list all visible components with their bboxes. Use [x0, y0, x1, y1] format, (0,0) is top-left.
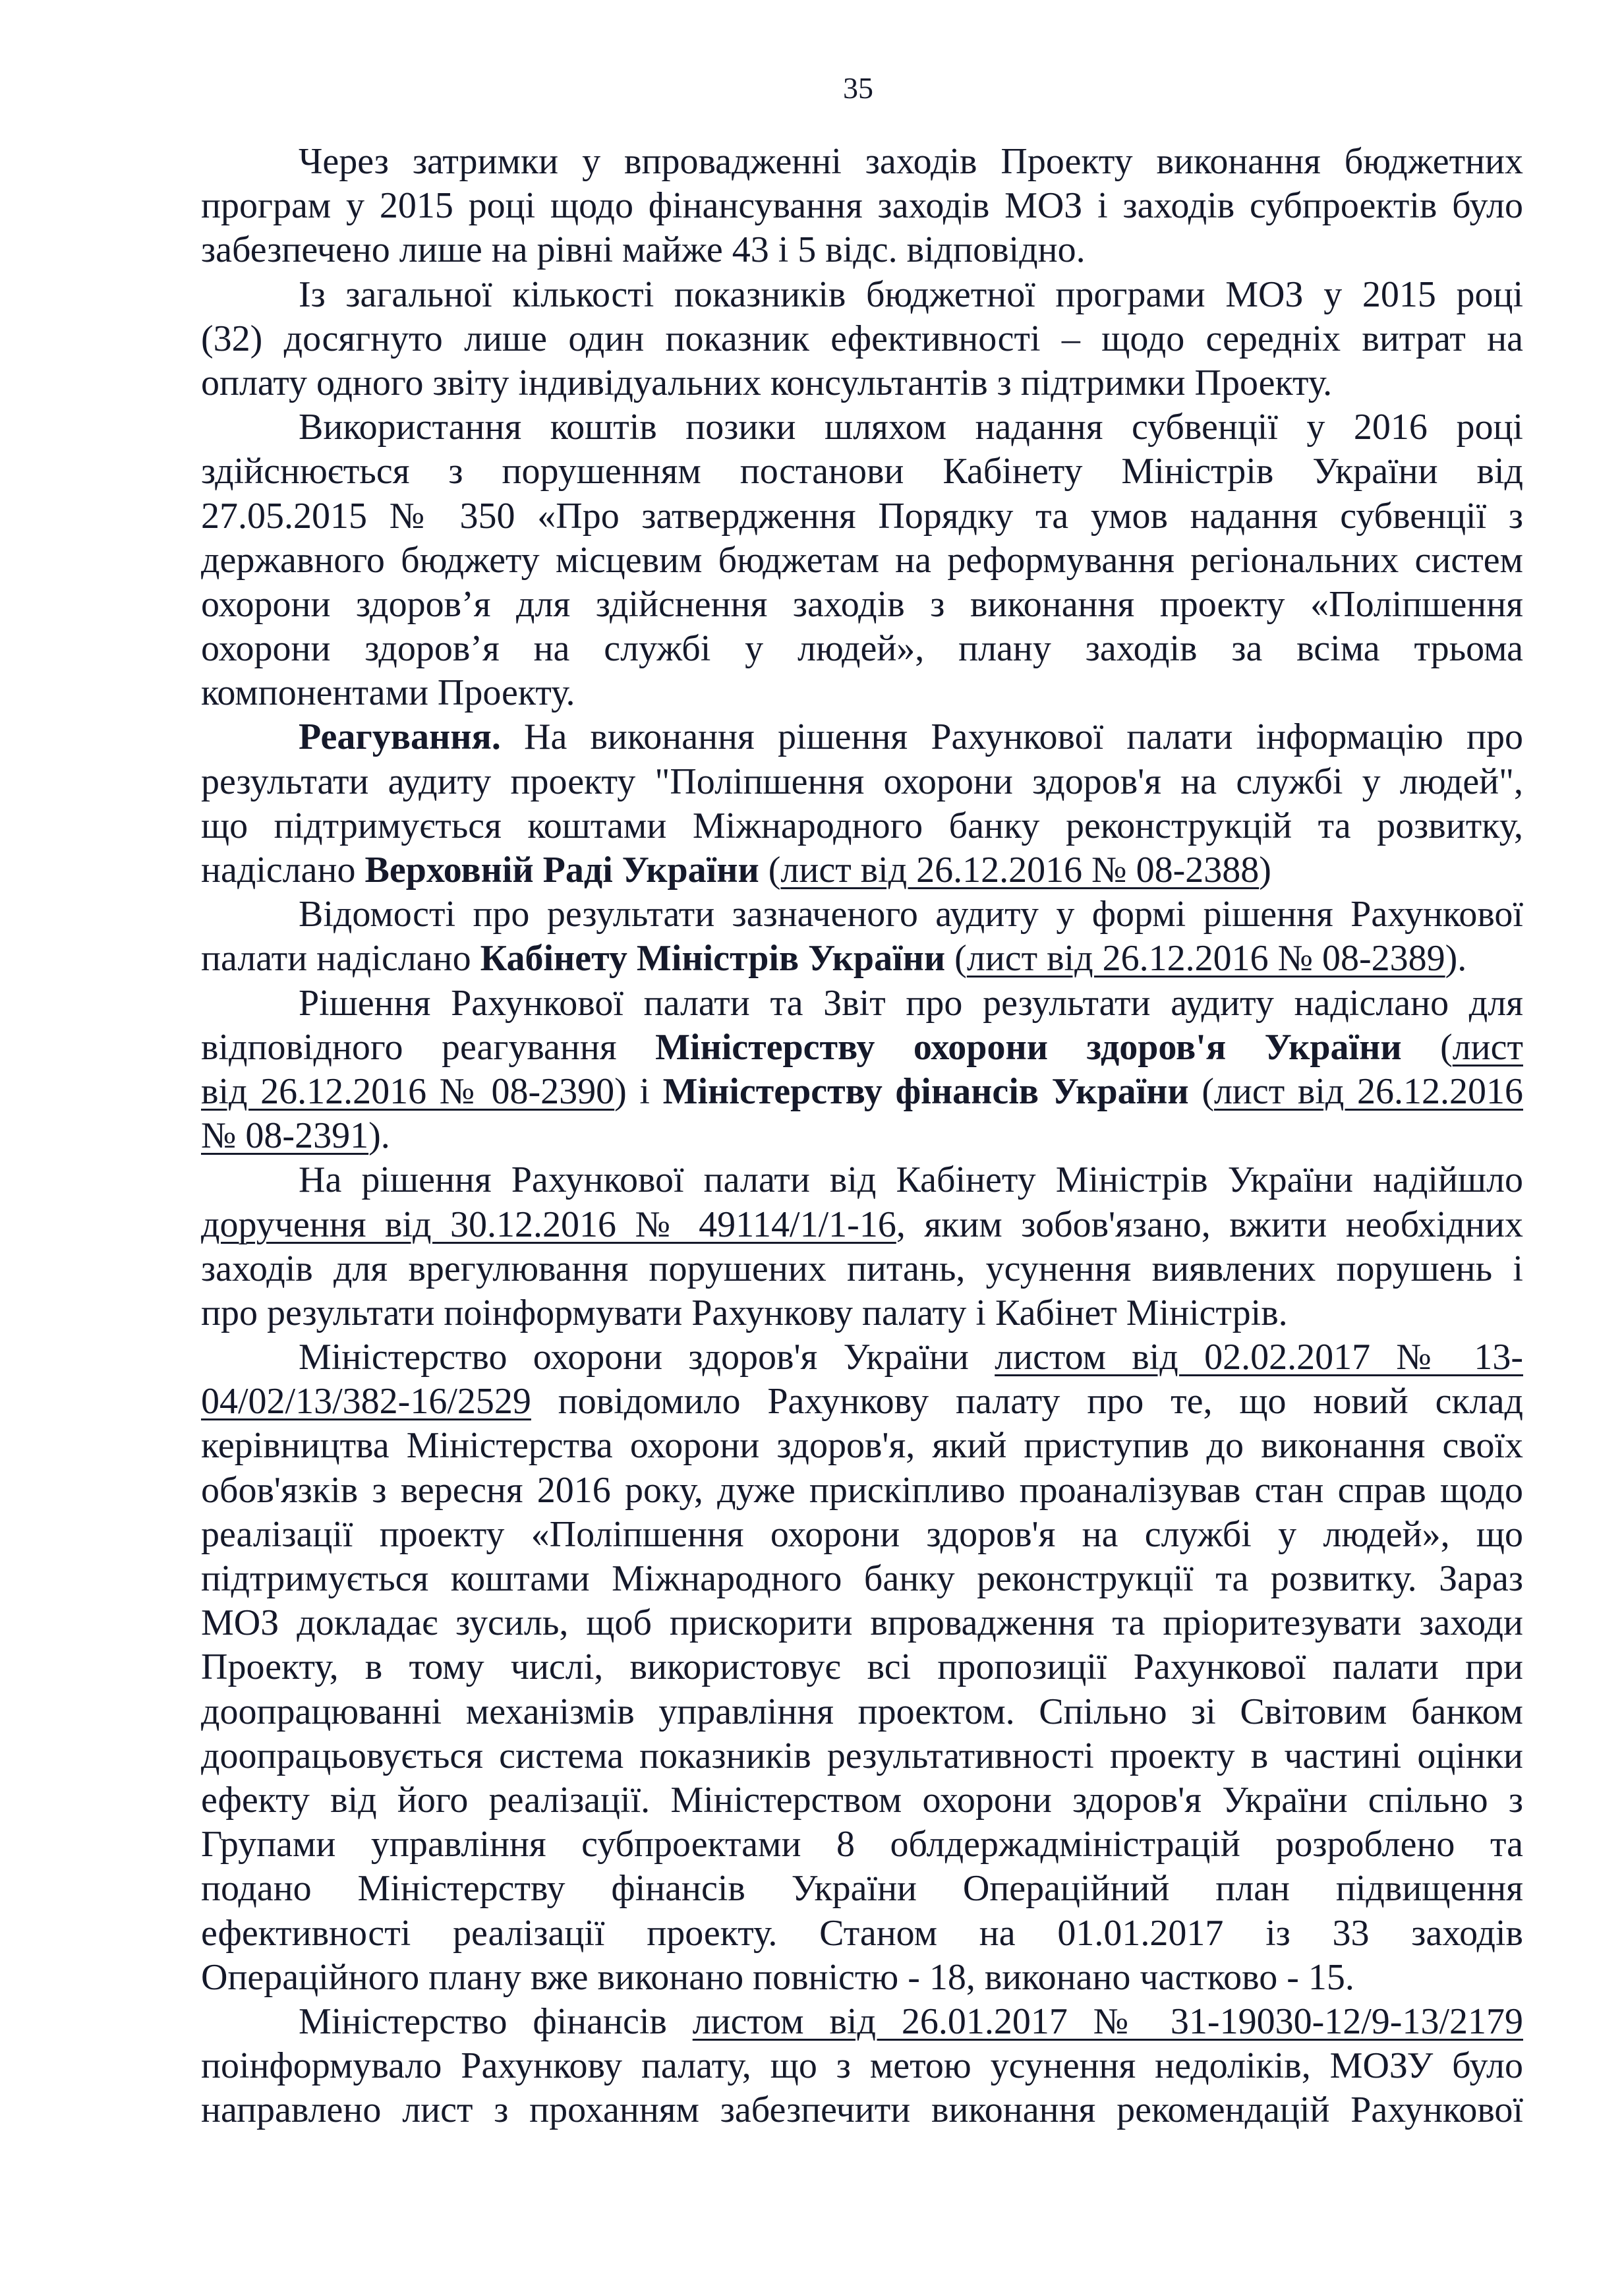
bold-text: Кабінету Міністрів України — [480, 938, 946, 979]
text-line — [201, 494, 1523, 539]
document-reference-link[interactable]: лист від 26.12.2016 № 08-2388 — [780, 850, 1260, 891]
text-segment: компонентами Проекту. — [201, 672, 575, 714]
text-segment: повідомило Рахункову палату про те, що новий склад — [531, 1381, 1523, 1422]
text-segment: ефективності реалізації проекту. Станом на 01.01.2017 із 33 заходів — [201, 1912, 1523, 1954]
document-reference-link[interactable]: листом від 26.01.2017 № 31-19030-12/9-13/2179 — [692, 2001, 1523, 2042]
text-segment: ( — [759, 850, 781, 891]
text-line — [201, 2044, 1523, 2088]
text-segment: про результати поінформувати Рахункову палату і Кабінет Міністрів. — [201, 1292, 1288, 1333]
text-line — [201, 1557, 1523, 1601]
text-line — [201, 671, 1523, 715]
text-line — [201, 1469, 1523, 1513]
paragraph-p5 — [201, 892, 1523, 981]
text-segment: надіслано — [201, 850, 365, 891]
text-segment: доопрацьовується система показників результативності проекту в частині оцінки — [201, 1735, 1523, 1776]
text-segment: направлено лист з проханням забезпечити виконання рекомендацій Рахункової — [201, 2089, 1523, 2131]
text-line — [201, 317, 1523, 361]
text-segment: охорони здоров’я на службі у людей», плану заходів за всіма трьома — [201, 628, 1523, 670]
text-line — [201, 273, 1523, 317]
text-segment: оплату одного звіту індивідуальних консультантів з підтримки Проекту. — [201, 362, 1333, 403]
paragraph-p6 — [201, 981, 1523, 1159]
paragraph-p1 — [201, 140, 1523, 273]
paragraph-p2 — [201, 273, 1523, 406]
text-segment: результати аудиту проекту "Поліпшення охорони здоров'я на службі у людей", — [201, 761, 1523, 802]
text-segment: На рішення Рахункової палати від Кабінету Міністрів України надійшло — [299, 1159, 1523, 1201]
text-segment: реалізації проекту «Поліпшення охорони здоров'я на службі у людей», що — [201, 1513, 1523, 1555]
text-segment: обов'язків з вересня 2016 року, дуже прискіпливо проаналізував стан справ щодо — [201, 1469, 1523, 1511]
text-line — [201, 715, 1523, 759]
text-line — [201, 937, 1523, 981]
text-segment: палати надіслано — [201, 938, 480, 979]
text-line — [201, 361, 1523, 405]
text-segment: доопрацюванні механізмів управління проектом. Спільно зі Світовим банком — [201, 1691, 1523, 1732]
text-line — [201, 804, 1523, 848]
text-segment: (32) досягнуто лише один показник ефективності – щодо середніх витрат на — [201, 318, 1523, 359]
text-line — [201, 1380, 1523, 1424]
text-line — [201, 627, 1523, 671]
paragraph-p8 — [201, 1335, 1523, 2000]
text-line — [201, 1956, 1523, 2000]
text-segment: 27.05.2015 № 350 «Про затвердження Порядку та умов надання субвенції з — [201, 495, 1523, 537]
text-segment: охорони здоров’я для здійснення заходів з виконання проекту «Поліпшення — [201, 583, 1523, 625]
text-line — [201, 1247, 1523, 1291]
text-line — [201, 1912, 1523, 1956]
text-line — [201, 1158, 1523, 1202]
text-line — [201, 2000, 1523, 2044]
bold-text: Верховній Раді України — [364, 850, 759, 891]
text-segment: ефекту від його реалізації. Міністерством охорони здоров'я України спільно з — [201, 1779, 1523, 1821]
paragraph-p4 — [201, 715, 1523, 892]
text-line — [201, 140, 1523, 184]
text-line — [201, 1778, 1523, 1823]
text-segment: заходів для врегулювання порушених питань, усунення виявлених порушень і — [201, 1248, 1523, 1289]
text-line — [201, 1513, 1523, 1557]
text-segment: Використання коштів позики шляхом надання субвенції у 2016 році — [299, 407, 1523, 448]
text-line — [201, 1823, 1523, 1867]
document-reference-link[interactable]: листом від 02.02.2017 № 13- — [995, 1337, 1523, 1378]
text-segment: Через затримки у впровадженні заходів Проекту виконання бюджетних — [299, 141, 1523, 182]
text-line — [201, 1203, 1523, 1247]
document-reference-link[interactable]: від 26.12.2016 № 08-2390 — [201, 1070, 615, 1112]
text-segment: здійснюється з порушенням постанови Кабінету Міністрів України від — [201, 451, 1523, 492]
text-line — [201, 1601, 1523, 1645]
text-segment: державного бюджету місцевим бюджетам на реформування регіональних систем — [201, 539, 1523, 581]
text-segment: ). — [1445, 938, 1467, 979]
text-line — [201, 1734, 1523, 1778]
text-segment: забезпечено лише на рівні майже 43 і 5 відс. відповідно. — [201, 229, 1086, 271]
text-segment: керівництва Міністерства охорони здоров'я, який приступив до виконання своїх — [201, 1425, 1523, 1467]
text-line — [201, 1690, 1523, 1734]
bold-text: Реагування. — [299, 716, 501, 758]
document-reference-link[interactable]: лист від 26.12.2016 — [1213, 1070, 1523, 1112]
text-segment: Операційного плану вже виконано повністю - 18, виконано частково - 15. — [201, 1956, 1354, 1998]
text-line — [201, 583, 1523, 627]
text-segment: поінформувало Рахункову палату, що з метою усунення недоліків, МОЗУ було — [201, 2045, 1523, 2087]
document-reference-link[interactable]: лист від 26.12.2016 № 08-2389 — [966, 938, 1445, 979]
page-number: 35 — [843, 71, 873, 105]
text-segment: ) — [1259, 850, 1271, 891]
paragraph-p9 — [201, 2000, 1523, 2133]
document-reference-link[interactable]: доручення від 30.12.2016 № 49114/1/1-16 — [201, 1204, 896, 1245]
bold-text: Міністерству охорони здоров'я України — [655, 1026, 1402, 1068]
text-segment: подано Міністерству фінансів України Операційний план підвищення — [201, 1868, 1523, 1910]
text-segment: ( — [945, 938, 967, 979]
text-line — [201, 1645, 1523, 1689]
text-line — [201, 405, 1523, 450]
text-segment: підтримується коштами Міжнародного банку реконструкції та розвитку. Зараз — [201, 1558, 1523, 1599]
document-reference-link[interactable]: 04/02/13/382-16/2529 — [201, 1381, 531, 1422]
text-segment: відповідного реагування — [201, 1026, 656, 1068]
text-segment: На виконання рішення Рахункової палати інформацію про — [500, 716, 1523, 758]
text-line — [201, 1335, 1523, 1380]
text-line — [201, 1026, 1523, 1070]
text-segment: ) і — [614, 1070, 663, 1112]
text-segment: що підтримується коштами Міжнародного банку реконструкцій та розвитку, — [201, 805, 1523, 846]
text-line — [201, 1291, 1523, 1335]
document-body — [201, 140, 1523, 2132]
text-line — [201, 228, 1523, 272]
text-segment: ). — [368, 1115, 390, 1157]
text-segment: Проекту, в тому числі, використовує всі пропозиції Рахункової палати при — [201, 1647, 1523, 1688]
text-line — [201, 892, 1523, 937]
text-segment: Відомості про результати зазначеного аудиту у формі рішення Рахункової — [299, 894, 1523, 935]
text-line — [201, 450, 1523, 494]
text-line — [201, 1424, 1523, 1468]
text-segment: Рішення Рахункової палати та Звіт про результати аудиту надіслано для — [299, 982, 1523, 1024]
text-segment: Із загальної кількості показників бюджетної програми МОЗ у 2015 році — [299, 274, 1523, 315]
text-segment: ( — [1188, 1070, 1214, 1112]
text-segment: МОЗ докладає зусиль, щоб прискорити впровадження та пріоритезувати заходи — [201, 1602, 1523, 1644]
text-line — [201, 539, 1523, 583]
text-line — [201, 184, 1523, 228]
text-segment: Міністерство охорони здоров'я України — [299, 1337, 995, 1378]
text-line — [201, 1070, 1523, 1114]
text-line — [201, 848, 1523, 892]
bold-text: Міністерству фінансів України — [662, 1070, 1189, 1112]
text-line — [201, 981, 1523, 1026]
text-segment: ( — [1401, 1026, 1453, 1068]
document-reference-link[interactable]: № 08-2391 — [201, 1115, 369, 1157]
document-reference-link[interactable]: лист — [1452, 1026, 1523, 1068]
paragraph-p3 — [201, 405, 1523, 715]
text-line — [201, 760, 1523, 804]
text-segment: Групами управління субпроектами 8 облдержадміністрацій розроблено та — [201, 1824, 1523, 1865]
text-line — [201, 2088, 1523, 2132]
paragraph-p7 — [201, 1158, 1523, 1335]
text-segment: , яким зобов'язано, вжити необхідних — [896, 1204, 1523, 1245]
text-line — [201, 1867, 1523, 1911]
text-line — [201, 1114, 1523, 1158]
text-segment: програм у 2015 році щодо фінансування заходів МОЗ і заходів субпроектів було — [201, 185, 1523, 227]
text-segment: Міністерство фінансів — [299, 2001, 693, 2042]
